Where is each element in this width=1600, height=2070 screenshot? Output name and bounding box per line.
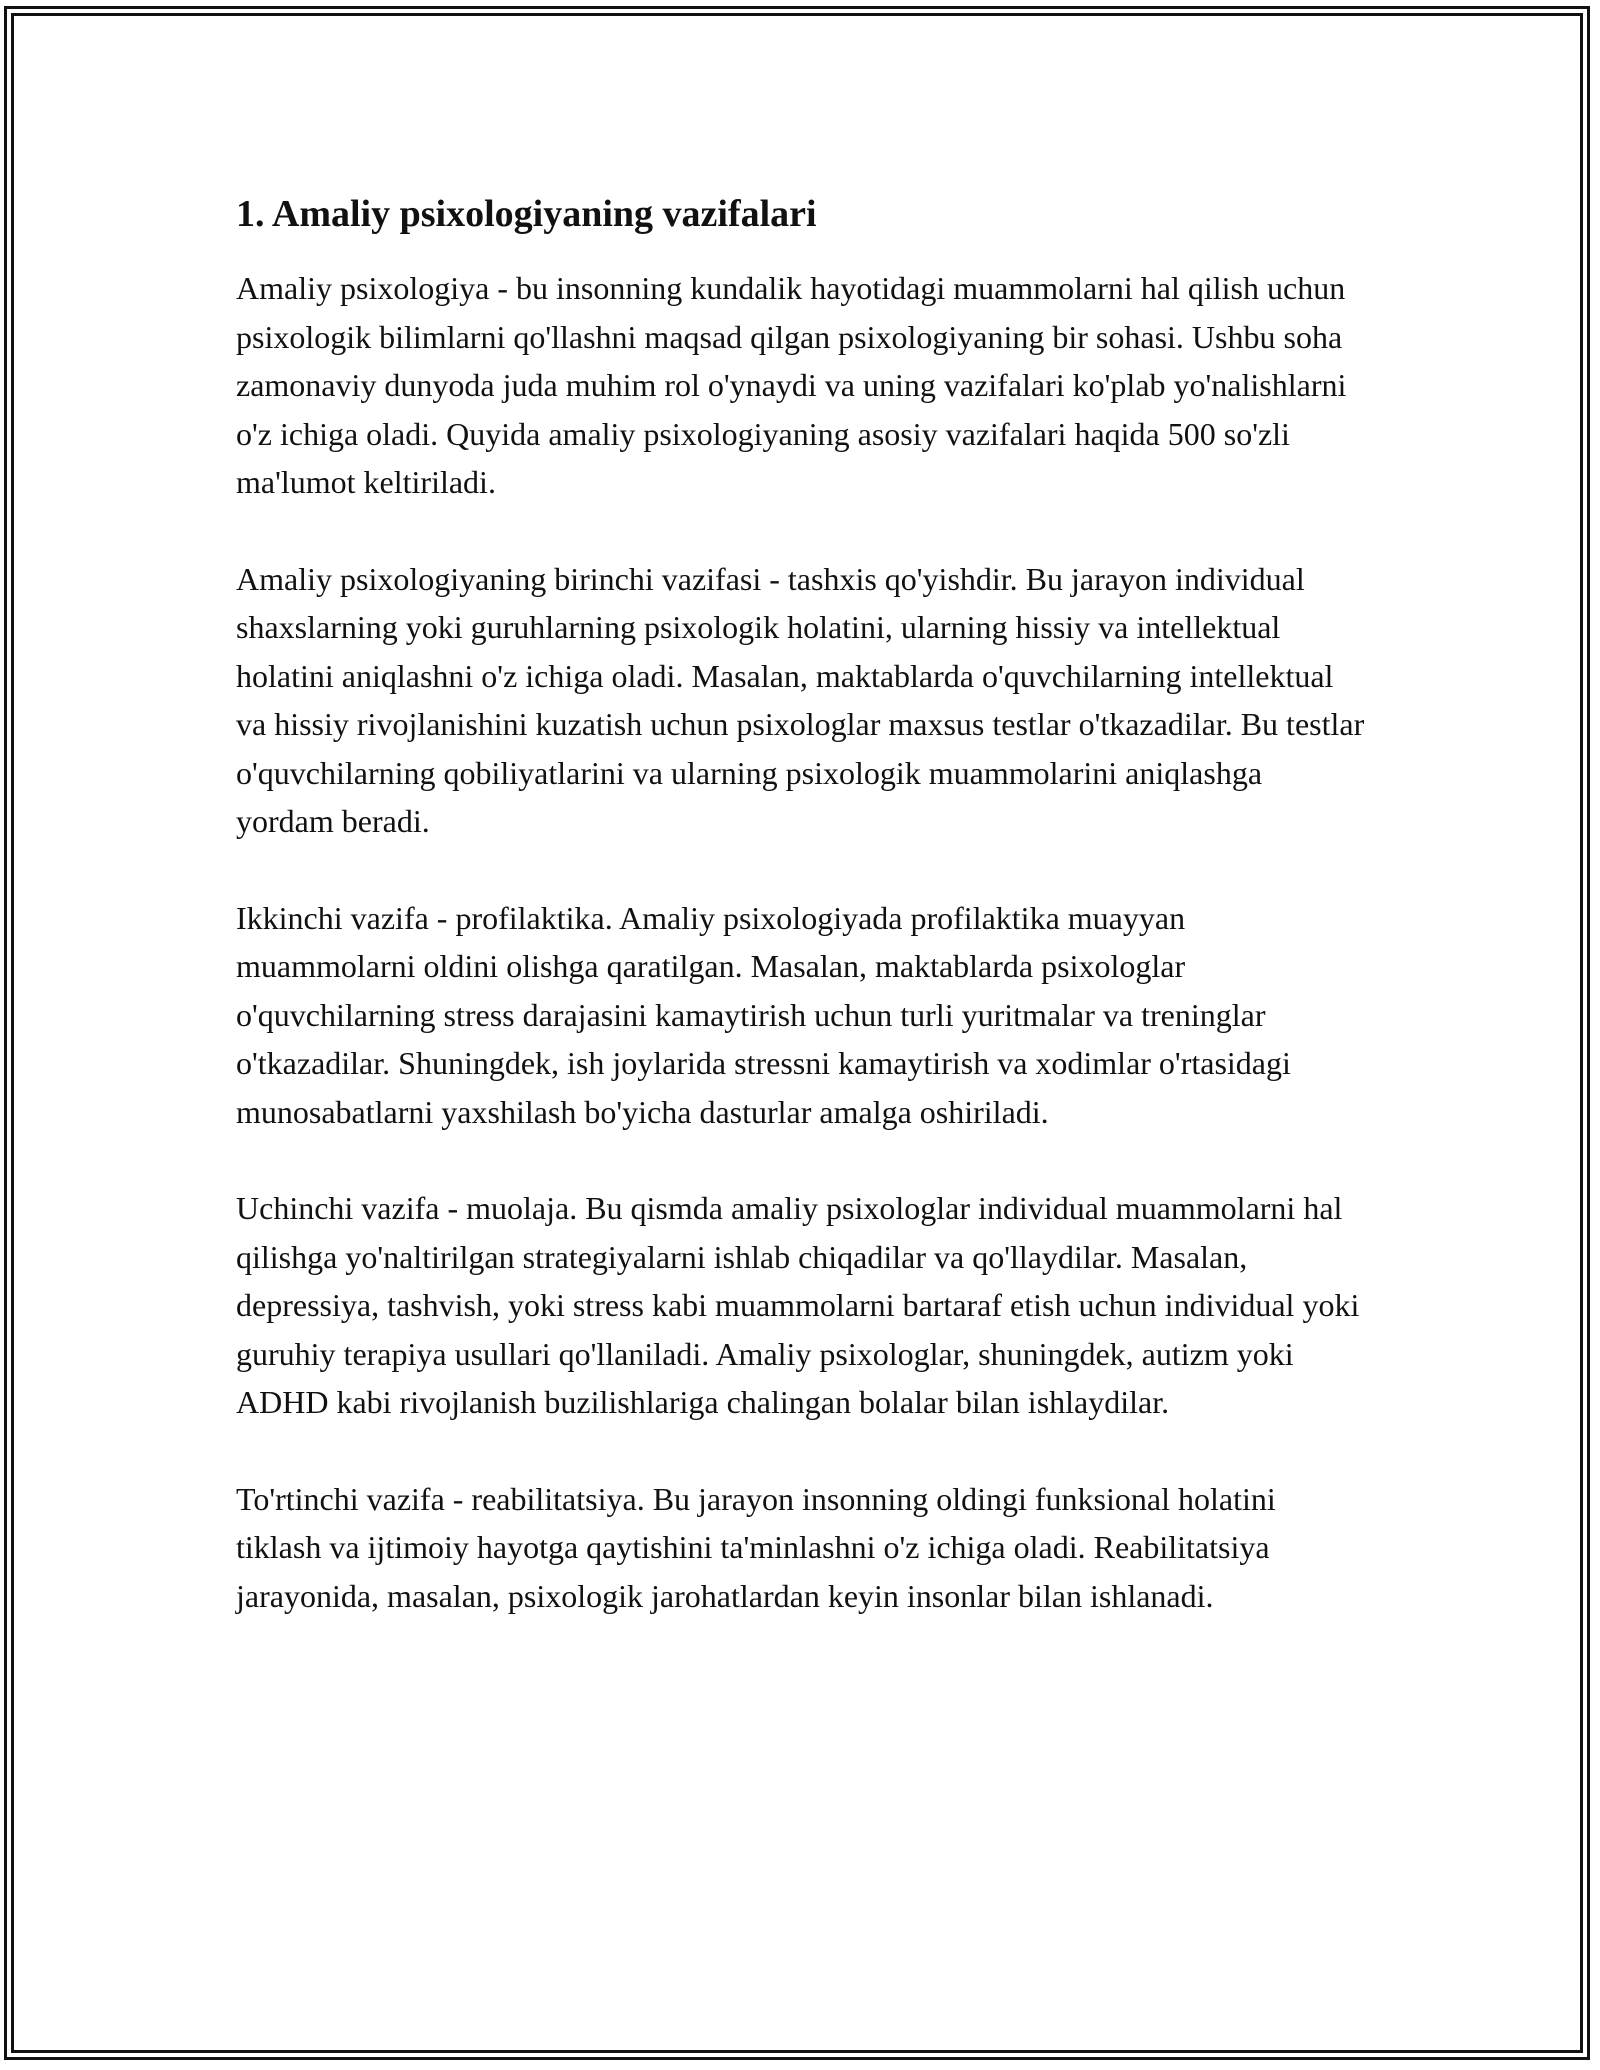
paragraph-prevention: Ikkinchi vazifa - profilaktika. Amaliy psixologiyada profilaktika muayyan muammolarni oldini olishga qaratilgan. Masalan, maktablarda psixologlar o'quvchilarning stress darajasini kamaytirish uchun turli yuritmalar va treninglar o'tkazadilar. Shuningdek, ish joylarida stressni kamaytirish va xodimlar o'rtasidagi munosabatlarni yaxshilash bo'yicha dasturlar amalga oshiriladi. (236, 899, 1291, 1130)
paragraph-diagnosis: Amaliy psixologiyaning birinchi vazifasi - tashxis qo'yishdir. Bu jarayon individual shaxslarning yoki guruhlarning psixologik holatini, ularning hissiy va intellektual holatini aniqlashni o'z ichiga oladi. Masalan, maktablarda o'quvchilarning intellektual va hissiy rivojlanishini kuzatish uchun psixologlar maxsus testlar o'tkazadilar. Bu testlar o'quvchilarning qobiliyatlarini va ularning psixologik muammolarini aniqlashga yordam beradi. (236, 560, 1365, 839)
paragraph-treatment: Uchinchi vazifa - muolaja. Bu qismda amaliy psixologlar individual muammolarni hal qilishga yo'naltirilgan strategiyalarni ishlab chiqadilar va qo'llaydilar. Masalan, depressiya, tashvish, yoki stress kabi muammolarni bartaraf etish uchun individual yoki guruhiy terapiya usullari qo'llaniladi. Amaliy psixologlar, shuningdek, autizm yoki ADHD kabi rivojlanish buzilishlariga chalingan bolalar bilan ishlaydilar. (236, 1190, 1360, 1420)
paragraph-intro: Amaliy psixologiya - bu insonning kundalik hayotidagi muammolarni hal qilish uchun psixologik bilimlarni qo'llashni maqsad qilgan psixologiyaning bir sohasi. Ushbu soha zamonaviy dunyoda juda muhim rol o'ynaydi va uning vazifalari ko'plab yo'nalishlarni o'z ichiga oladi. Quyida amaliy psixologiyaning asosiy vazifalari haqida 500 so'zli ma'lumot keltiriladi. (236, 270, 1347, 500)
document-body (236, 186, 1366, 1668)
paragraph-rehabilitation: To'rtinchi vazifa - reabilitatsiya. Bu jarayon insonning oldingi funksional holatini tiklash va ijtimoiy hayotga qaytishini ta'minlashni o'z ichiga oladi. Reabilitatsiya jarayonida, masalan, psixologik jarohatlardan keyin insonlar bilan ishlanadi. (236, 1480, 1276, 1614)
document-title: 1. Amaliy psixologiyaning vazifalari (236, 193, 817, 235)
